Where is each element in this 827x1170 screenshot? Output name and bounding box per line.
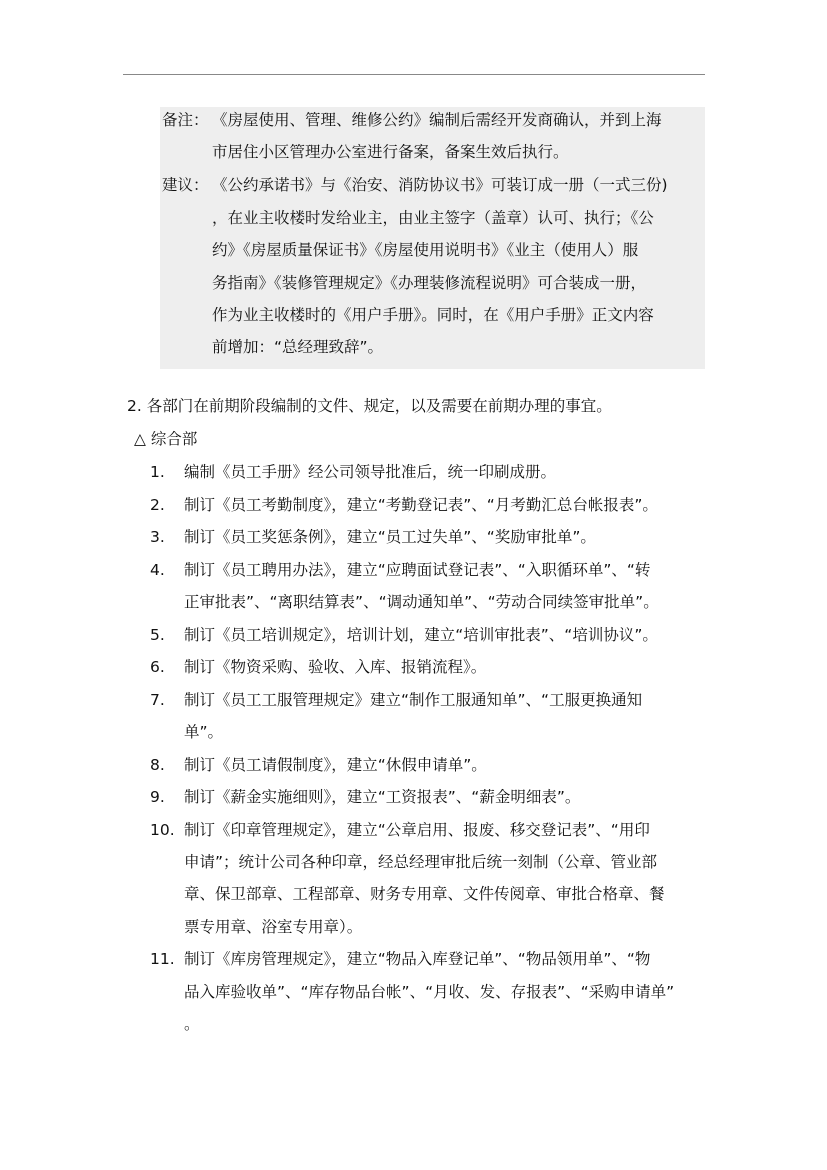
item-text: 制订《薪金实施细则》，建立“工资报表”、“薪金明细表”。 <box>184 788 581 806</box>
item-text: 制订《员工考勤制度》，建立“考勤登记表”、“月考勤汇总台帐报表”。 <box>184 496 658 514</box>
item-text: 制订《印章管理规定》，建立“公章启用、报废、移交登记表”、“用印 <box>184 821 650 839</box>
item-number: 3. <box>150 528 165 546</box>
header-rule <box>123 74 705 75</box>
item-text: 制订《物资采购、验收、入库、报销流程》。 <box>184 658 487 676</box>
item-number: 2. <box>150 496 165 514</box>
note-box <box>160 107 705 369</box>
item-number: 10. <box>150 821 175 839</box>
department-heading: △ 综合部 <box>134 430 198 448</box>
section-heading: 2. 各部门在前期阶段编制的文件、规定，以及需要在前期办理的事宜。 <box>127 397 612 415</box>
item-text: 。 <box>184 1015 200 1033</box>
suggestion-line: ，在业主收楼时发给业主，由业主签字（盖章）认可、执行；《公 <box>212 209 654 227</box>
item-text: 票专用章、浴室专用章）。 <box>184 918 363 936</box>
remark-line: 市居住小区管理办公室进行备案，备案生效后执行。 <box>212 143 569 161</box>
suggestion-label: 建议： <box>162 176 209 194</box>
item-text: 制订《员工奖惩条例》，建立“员工过失单”、“奖励审批单”。 <box>184 528 596 546</box>
item-number: 5. <box>150 626 165 644</box>
item-number: 1. <box>150 463 165 481</box>
item-text: 制订《员工请假制度》，建立“休假申请单”。 <box>184 756 487 774</box>
item-number: 4. <box>150 561 165 579</box>
item-text: 正审批表”、“离职结算表”、“调动通知单”、“劳动合同续签审批单”。 <box>184 593 659 611</box>
item-number: 8. <box>150 756 165 774</box>
remark-line: 《房屋使用、管理、维修公约》编制后需经开发商确认，并到上海 <box>212 111 662 129</box>
suggestion-line: 前增加：“总经理致辞”。 <box>212 338 384 356</box>
suggestion-line: 《公约承诺书》与《治安、消防协议书》可装订成一册（一式三份) <box>212 176 668 194</box>
item-text: 制订《员工聘用办法》，建立“应聘面试登记表”、“入职循环单”、“转 <box>184 561 651 579</box>
item-text: 编制《员工手册》经公司领导批准后，统一印刷成册。 <box>184 463 557 481</box>
item-text: 单”。 <box>184 723 224 741</box>
item-text: 制订《库房管理规定》，建立“物品入库登记单”、“物品领用单”、“物 <box>184 950 651 968</box>
item-text: 申请”；统计公司各种印章，经总经理审批后统一刻制（公章、管业部 <box>184 853 658 871</box>
suggestion-line: 务指南》《装修管理规定》《办理装修流程说明》可合装成一册， <box>212 274 647 292</box>
item-text: 章、保卫部章、工程部章、财务专用章、文件传阅章、审批合格章、餐 <box>184 885 665 903</box>
item-number: 9. <box>150 788 165 806</box>
item-text: 制订《员工培训规定》，培训计划，建立“培训审批表”、“培训协议”。 <box>184 626 658 644</box>
item-number: 7. <box>150 691 165 709</box>
item-text: 制订《员工工服管理规定》建立“制作工服通知单”、“工服更换通知 <box>184 691 643 709</box>
suggestion-line: 作为业主收楼时的《用户手册》。同时，在《用户手册》正文内容 <box>212 306 654 324</box>
item-number: 11. <box>150 950 175 968</box>
suggestion-line: 约》《房屋质量保证书》《房屋使用说明书》《业主（使用人）服 <box>212 241 639 259</box>
item-text: 品入库验收单”、“库存物品台帐”、“月收、发、存报表”、“采购申请单” <box>184 983 675 1001</box>
remark-label: 备注： <box>162 111 209 129</box>
item-number: 6. <box>150 658 165 676</box>
